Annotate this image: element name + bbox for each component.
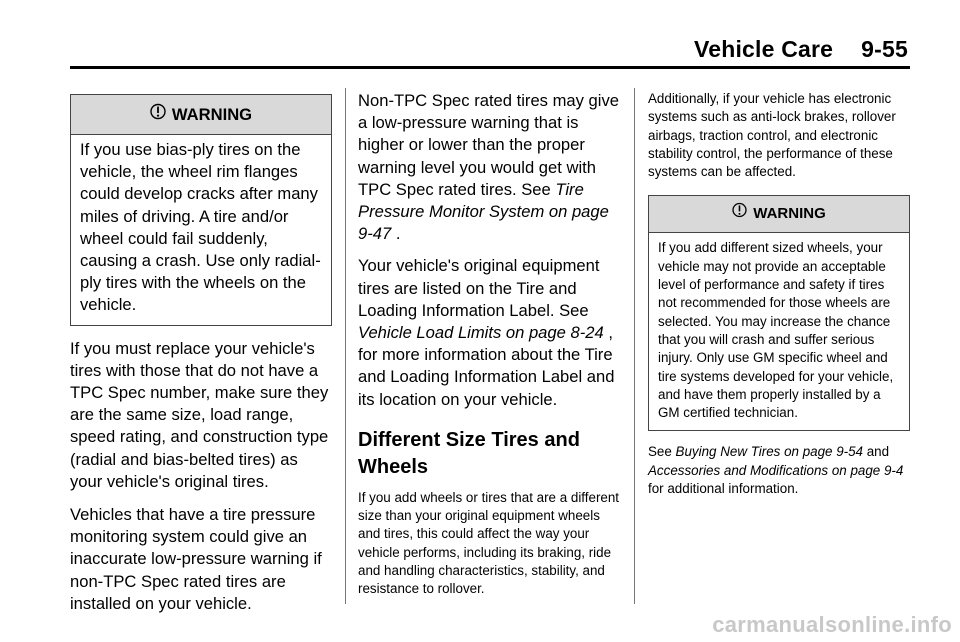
paragraph-text: . xyxy=(391,224,401,244)
paragraph: If you must replace your vehicle's tires with those that do not have a TPC Spec number, make sure they are the same size, load range, speed rating, and construction type (radial and bias-belted tires) as your vehicle's original tires. xyxy=(70,338,329,491)
paragraph: Vehicles that have a tire pressure monitoring system could give an inaccurate low-pressure warning if non-TPC Spec rated tires are installed on your vehicle. xyxy=(70,505,322,613)
paragraph-text: for additional information. xyxy=(648,481,799,497)
column-divider-1 xyxy=(345,88,346,604)
paragraph xyxy=(648,443,910,498)
paragraph xyxy=(358,255,622,410)
warning-text: If you add different sized wheels, your vehicle may not provide an acceptable level of performance and safety if tires not recommended for those wheels are selected. You may increase the chance that you will crash and suffer serious injury. Only use GM specific wheel and tire systems developed for your vehicle, and have them properly installed by a GM certified technician. xyxy=(658,240,894,421)
column-1 xyxy=(70,90,332,615)
paragraph-text: and xyxy=(863,444,890,460)
warning-text: If you use bias-ply tires on the vehicle, the wheel rim flanges could develop cracks after many miles of driving. A tire and/or wheel could fail suddenly, causing a crash. Use only radial-ply tires with the wheels on the vehicle. xyxy=(80,140,321,315)
warning-box xyxy=(70,94,332,326)
section-title: Vehicle Care xyxy=(693,36,834,62)
paragraph: If you add wheels or tires that are a different size than your original equipment wheels and tires, this could affect the way your vehicle performs, including its braking, ride and handling characteristics, stability, and resistance to rollover. xyxy=(358,489,620,597)
paragraph-text: Your vehicle's original equipment tires are listed on the Tire and Loading Information Label. See xyxy=(358,256,600,320)
warning-sign-icon xyxy=(732,196,747,232)
page-number: 9-55 xyxy=(861,36,908,62)
header-rule xyxy=(70,66,910,69)
paragraph xyxy=(358,90,622,245)
cross-reference: Buying New Tires on page 9-54 xyxy=(675,444,864,460)
warning-header xyxy=(649,196,909,233)
warning-title: WARNING xyxy=(171,105,253,124)
warning-header xyxy=(71,95,331,135)
cross-reference: Accessories and Modifications on page 9-4 xyxy=(648,462,904,478)
column-2 xyxy=(358,90,622,599)
paragraph: Additionally, if your vehicle has electronic systems such as anti-lock brakes, rollover airbags, traction control, and electronic stability control, the performance of these systems can be affected. xyxy=(648,91,896,180)
paragraph-text: See xyxy=(648,444,676,460)
cross-reference: Vehicle Load Limits on page 8-24 xyxy=(358,323,604,343)
warning-sign-icon xyxy=(150,95,166,134)
page-header xyxy=(694,36,908,63)
cross-reference: Tire Pressure Monitor System on page 9-47 xyxy=(358,179,609,244)
column-divider-2 xyxy=(634,88,635,604)
section-heading: Different Size Tires and Wheels xyxy=(358,428,580,478)
watermark: carmanualsonline.info xyxy=(712,612,952,637)
paragraph-text: Non-TPC Spec rated tires may give a low-pressure warning that is higher or lower than the proper warning level you would get with TPC Spec rated tires. See xyxy=(358,91,619,199)
warning-title: WARNING xyxy=(753,205,826,223)
warning-box xyxy=(648,195,910,431)
column-3 xyxy=(648,90,910,498)
paragraph-text: , for more information about the Tire and Loading Information Label and its location on your vehicle. xyxy=(358,323,615,409)
